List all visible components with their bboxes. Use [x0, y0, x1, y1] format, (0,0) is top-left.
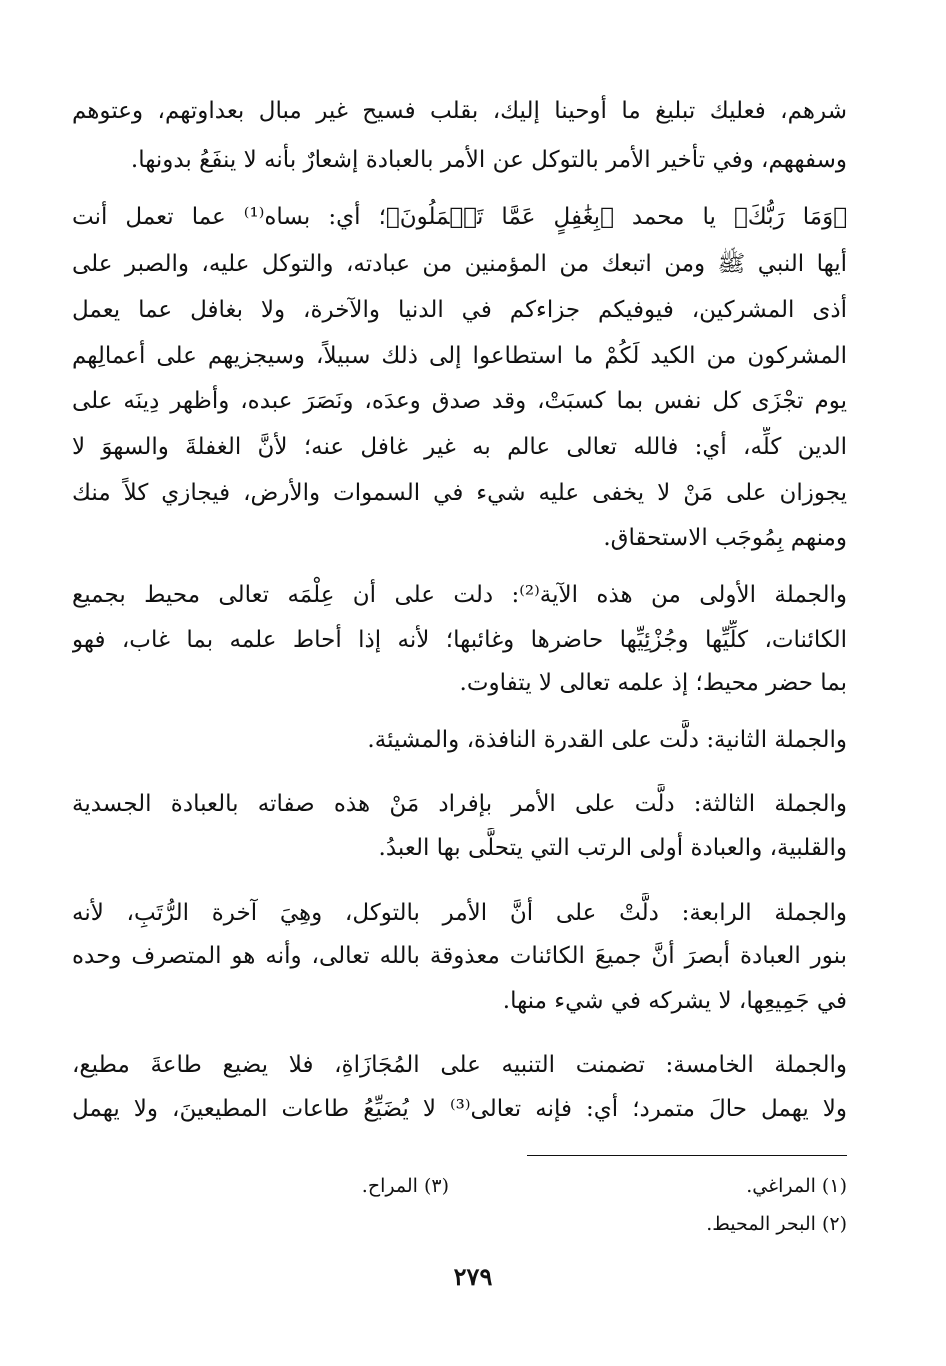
page-number: ٢٧٩ [453, 1262, 493, 1291]
body-line: والجملة الثالثة: دلَّت على الأمر بإفراد مَنْ هذه صفاته بالعبادة الجسدية [72, 791, 847, 817]
body-line: بما حضر محيط؛ إذ علمه تعالى لا يتفاوت. [459, 670, 847, 696]
body-line: الدين كلِّه، أي: فالله تعالى عالم به غير غافل عنه؛ لأنَّ الغفلةَ والسهوَ لا [72, 434, 847, 460]
footnote-2: (٢) البحر المحيط. [706, 1213, 847, 1235]
body-line: ﴿وَمَا رَبُّكَ﴾ يا محمد ﴿بِغَٰفِلٍ عَمَّا تَعۡمَلُونَ﴾؛ أي: بساه⁽¹⁾ عما تعمل أنت [72, 204, 847, 230]
body-line: والجملة الخامسة: تضمنت التنبيه على المُجَازَاةِ، فلا يضيع طاعةَ مطيع، [72, 1052, 847, 1078]
body-line: شرهم، فعليك تبليغ ما أوحينا إليك، بقلب فسيح غير مبال بعداوتهم، وعتوهم [72, 98, 847, 124]
body-line: وسفههم، وفي تأخير الأمر بالتوكل عن الأمر بالعبادة إشعارٌ بأنه لا ينفَعُ بدونها. [130, 147, 847, 173]
body-line: المشركون من الكيد لَكُمْ ما استطاعوا إلى ذلك سبيلاً، وسيجزيهم على أعمالِهم [72, 343, 847, 369]
body-line: والقلبية، والعبادة أولى الرتب التي يتحلَّى بها العبدُ. [378, 835, 847, 861]
footnote-3: (٣) المراح. [361, 1175, 449, 1197]
body-line: أيها النبي ﷺ ومن اتبعك من المؤمنين من عبادته، والتوكل عليه، والصبر على [72, 251, 847, 277]
body-line: يوم تجْزَى كل نفس بما كسبَتْ، وقد صدق وعدَه، ونَصَرَ عبده، وأظهر دِينَه على [72, 388, 847, 414]
body-line: أذى المشركين، فيوفيكم جزاءكم في الدنيا والآخرة، ولا بغافل عما يعمل [72, 297, 847, 323]
body-line: والجملة الرابعة: دلَّتْ على أنَّ الأمر بالتوكل، وهِيَ آخرة الرُّتَبِ، لأنه [72, 900, 847, 926]
body-line: ومنهم بِمُوجَب الاستحقاق. [603, 525, 847, 551]
footnote-separator [527, 1155, 847, 1156]
body-line: والجملة الأولى من هذه الآية⁽²⁾: دلت على أن عِلْمَه تعالى محيط بجميع [72, 582, 847, 608]
body-line: الكائنات، كلِّيِّها وجُزْئِيِّها حاضرها وغائبها؛ لأنه إذا أحاط علمه بما غاب، فهو [72, 627, 847, 653]
body-line: والجملة الثانية: دلَّت على القدرة النافذة، والمشيئة. [367, 727, 847, 753]
body-line: بنور العبادة أبصرَ أنَّ جميعَ الكائنات معذوقة بالله تعالى، وأنه هو المتصرف وحده [72, 943, 847, 969]
footnote-1: (١) المراغي. [746, 1175, 847, 1197]
body-line: ولا يهمل حالَ متمرد؛ أي: فإنه تعالى⁽³⁾ لا يُضَيِّعُ طاعات المطيعينَ، ولا يهمل [72, 1096, 847, 1122]
body-line: يجوزان على مَنْ لا يخفى عليه شيء في السموات والأرض، فيجازي كلاً منك [72, 480, 847, 506]
body-line: في جَمِيعِها، لا يشركه في شيء منها. [502, 988, 847, 1014]
